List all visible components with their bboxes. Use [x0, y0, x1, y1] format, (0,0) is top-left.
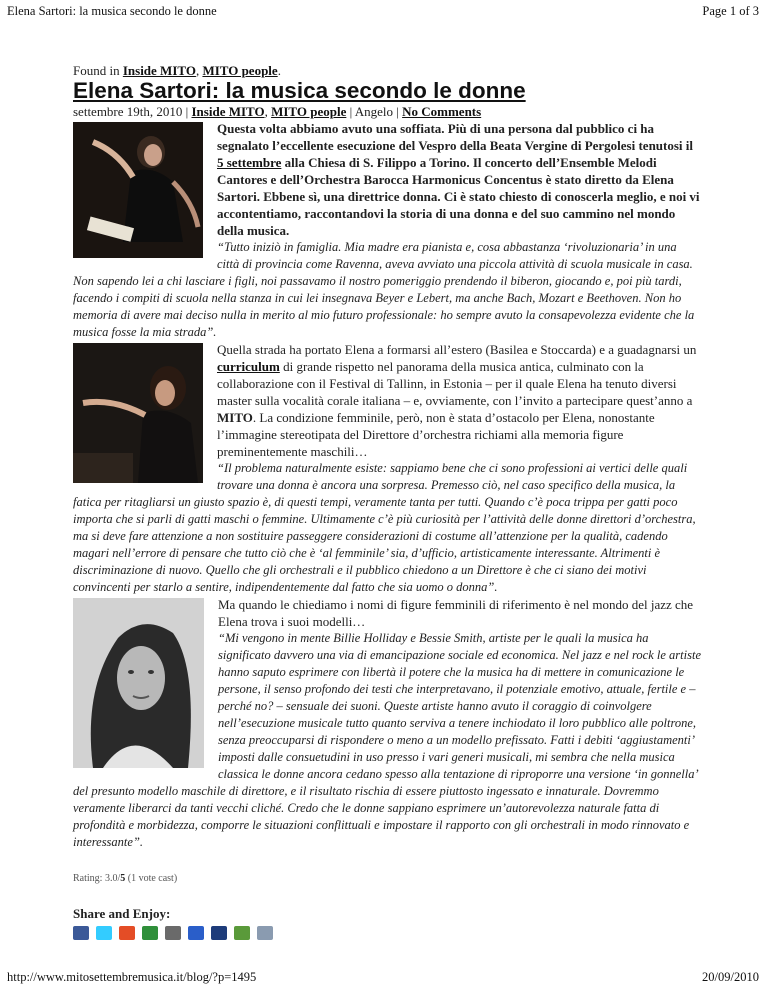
google-icon[interactable] — [119, 926, 135, 940]
category-link-mito-people[interactable]: MITO people — [202, 63, 278, 78]
facebook-icon[interactable] — [73, 926, 89, 940]
curriculum-link[interactable]: curriculum — [217, 359, 280, 374]
delicious-icon[interactable] — [188, 926, 204, 940]
rating-label: Rating: 3.0/ — [73, 873, 121, 884]
paragraph-2-text-b: di grande rispetto nel panorama della musica antica, culminato con la collaborazione con il Festival di Tallinn, in Estonia – per il quale Elena ha tenuto diversi master sulla vocalità corale italiana – e, ovviamente, con l’invito a partecipare quest’anno a — [217, 359, 693, 408]
myspace-icon[interactable] — [211, 926, 227, 940]
article-title[interactable]: Elena Sartori: la musica secondo le donne — [73, 78, 526, 103]
meta-link-mito-people[interactable]: MITO people — [271, 104, 347, 119]
lead-text-b: alla Chiesa di S. Filippo a Torino. Il concerto dell’Ensemble Melodi Cantores e dell’Orchestra Barocca Harmonicus Concentus è stato diretto da Elena Sartori. Ebbene sì, una direttrice donna. Ci è stato chiesto di conoscerla meglio, e noi vi accontentiamo, raccontandovi la storia di una donna e del suo cammino nel mondo della musica. — [217, 155, 700, 238]
conductor-photo-2 — [73, 343, 203, 483]
twitter-icon[interactable] — [96, 926, 112, 940]
share-title: Share and Enjoy: — [73, 906, 171, 921]
quote-1: “Tutto iniziò in famiglia. Mia madre era pianista e, cosa abbastanza ‘rivoluzionaria’ in una città di provincia come Ravenna, aveva avviato una piccola attività di scuola musicale in casa. Non sapendo lei a chi lasciare i figli, noi passavamo il nostro pomeriggio prendendo il biberon, giocando e, poi più tardi, facendo i compiti di scuola nella stanza in cui lei insegnava Beyer e Lebert, ma anche Bach, Mozart e Beethoven. Non ho memoria di avere mai deciso nulla in merito al mio futuro professionale: ho sempre avuto la consapevolezza evidente che la musica fosse la mia strada”. — [73, 240, 695, 339]
share-icons — [73, 926, 701, 940]
post-author: | Angelo | — [346, 104, 403, 119]
print-footer-date: 20/09/2010 — [702, 970, 759, 984]
rating-max: 5 — [120, 873, 126, 884]
digg-icon[interactable] — [165, 926, 181, 940]
print-icon[interactable] — [234, 926, 250, 940]
meta-link-inside-mito[interactable]: Inside MITO — [191, 104, 265, 119]
period: . — [277, 63, 281, 78]
article — [73, 62, 701, 940]
lead-text-a: Questa volta abbiamo avuto una soffiata. Più di una persona dal pubblico ci ha segnalato l’eccellente esecuzione del Vespro della Beata Vergine di Pergolesi tenutosi il — [217, 121, 694, 153]
found-in-line — [73, 62, 701, 79]
category-link-inside-mito[interactable]: Inside MITO — [122, 63, 196, 78]
separator: , — [195, 63, 203, 78]
portrait-photo — [73, 598, 204, 768]
article-body — [73, 120, 701, 851]
conductor-photo-1 — [73, 122, 203, 258]
linkedin-icon[interactable] — [142, 926, 158, 940]
rating-votes: (1 vote cast) — [125, 873, 178, 884]
print-header-page: Page 1 of 3 — [702, 4, 759, 18]
date-link[interactable]: 5 settembre — [217, 155, 282, 170]
separator: , — [264, 104, 272, 119]
mito-strong: MITO — [217, 410, 253, 425]
article-meta — [73, 103, 701, 120]
paragraph-2-text-a: Quella strada ha portato Elena a formarsi all’estero (Basilea e Stoccarda) e a guadagnarsi un — [217, 342, 697, 357]
print-header-title: Elena Sartori: la musica secondo le donne — [7, 4, 217, 18]
print-footer-url: http://www.mitosettembremusica.it/blog/?p=1495 — [7, 970, 257, 984]
quote-2: “Il problema naturalmente esiste: sappiamo bene che ci sono professioni ai vertici delle quali trovare una donna è ancora una sorpresa. Premesso ciò, nel caso specifico della musica, la fatica per ritagliarsi un giusto spazio è, di questi tempi, veramente tanta per tutti. Quando c’è poca trippa per gatti poco importa che si parli di gatti maschi o femmine. Ultimamente c’è più curiosità per l’attività delle donne direttori d’orchestra, ma si deve fare attenzione a non sostituire passeggere considerazioni di costume all’attenzione per la qualità, cadendo magari nell’errore di pensare che tutto ciò che è ‘al femminile’ sia, d’ufficio, artisticamente interessante. Altrimenti è discriminazione di nuovo. Quello che gli orchestrali e il pubblico chiedono a un Direttore è che ci siano dei motivi convincenti per starlo a sentire, indipendentemente dal fatto che sia uomo o donna”. — [73, 461, 696, 594]
post-date: settembre 19th, 2010 | — [73, 104, 192, 119]
paragraph-2-text-c: . La condizione femminile, però, non è stata d’ostacolo per Elena, nonostante l’immagine stereotipata del Direttore d’orchestra richiami alla memoria figure preminentemente maschili… — [217, 410, 655, 459]
email-icon[interactable] — [257, 926, 273, 940]
quote-3: “Mi vengono in mente Billie Holliday e Bessie Smith, artiste per le quali la musica ha significato davvero una via di emancipazione sociale ed economica. Nel jazz e nel rock le artiste hanno saputo esprimere con libertà il potere che la musica ha di mettere in comunicazione le persone, il senso profondo dei testi che interpretavano, il potenziale emotivo, attuale, fertile e – perché no? – sensuale dei suoni. Queste artiste hanno avuto il coraggio di coinvolgere nell’esecuzione musicale tutto quanto serviva a tenere inchiodato il loro pubblico alle poltrone, senza preoccuparsi di rispondere o meno a un modello prefissato. Fatti i debiti ‘aggiustamenti’ imposti dalle consuetudini in uso presso i vari generi musicali, mi sembra che nella musica classica le donne ancora cedano spesso alla tentazione di riproporre una versione ‘in gonnella’ del presunto modello maschile di direttore, e il risultato rischia di essere piuttosto ingessato e innaturale. Dovremmo veramente liberarci da tanti vecchi cliché. Credo che le donne sappiano esprimere un’autorevolezza naturale fatta di profondità e morbidezza, comporre le situazioni conflittuali e impostare il rapporto con gli orchestrali in modo rinnovato e interessante”. — [73, 631, 701, 849]
rating — [73, 873, 701, 884]
found-in-prefix: Found in — [73, 63, 123, 78]
comments-link[interactable]: No Comments — [402, 104, 482, 119]
paragraph-3: Ma quando le chiediamo i nomi di figure femminili di riferimento è nel mondo del jazz che Elena trova i suoi modelli… — [218, 597, 694, 629]
